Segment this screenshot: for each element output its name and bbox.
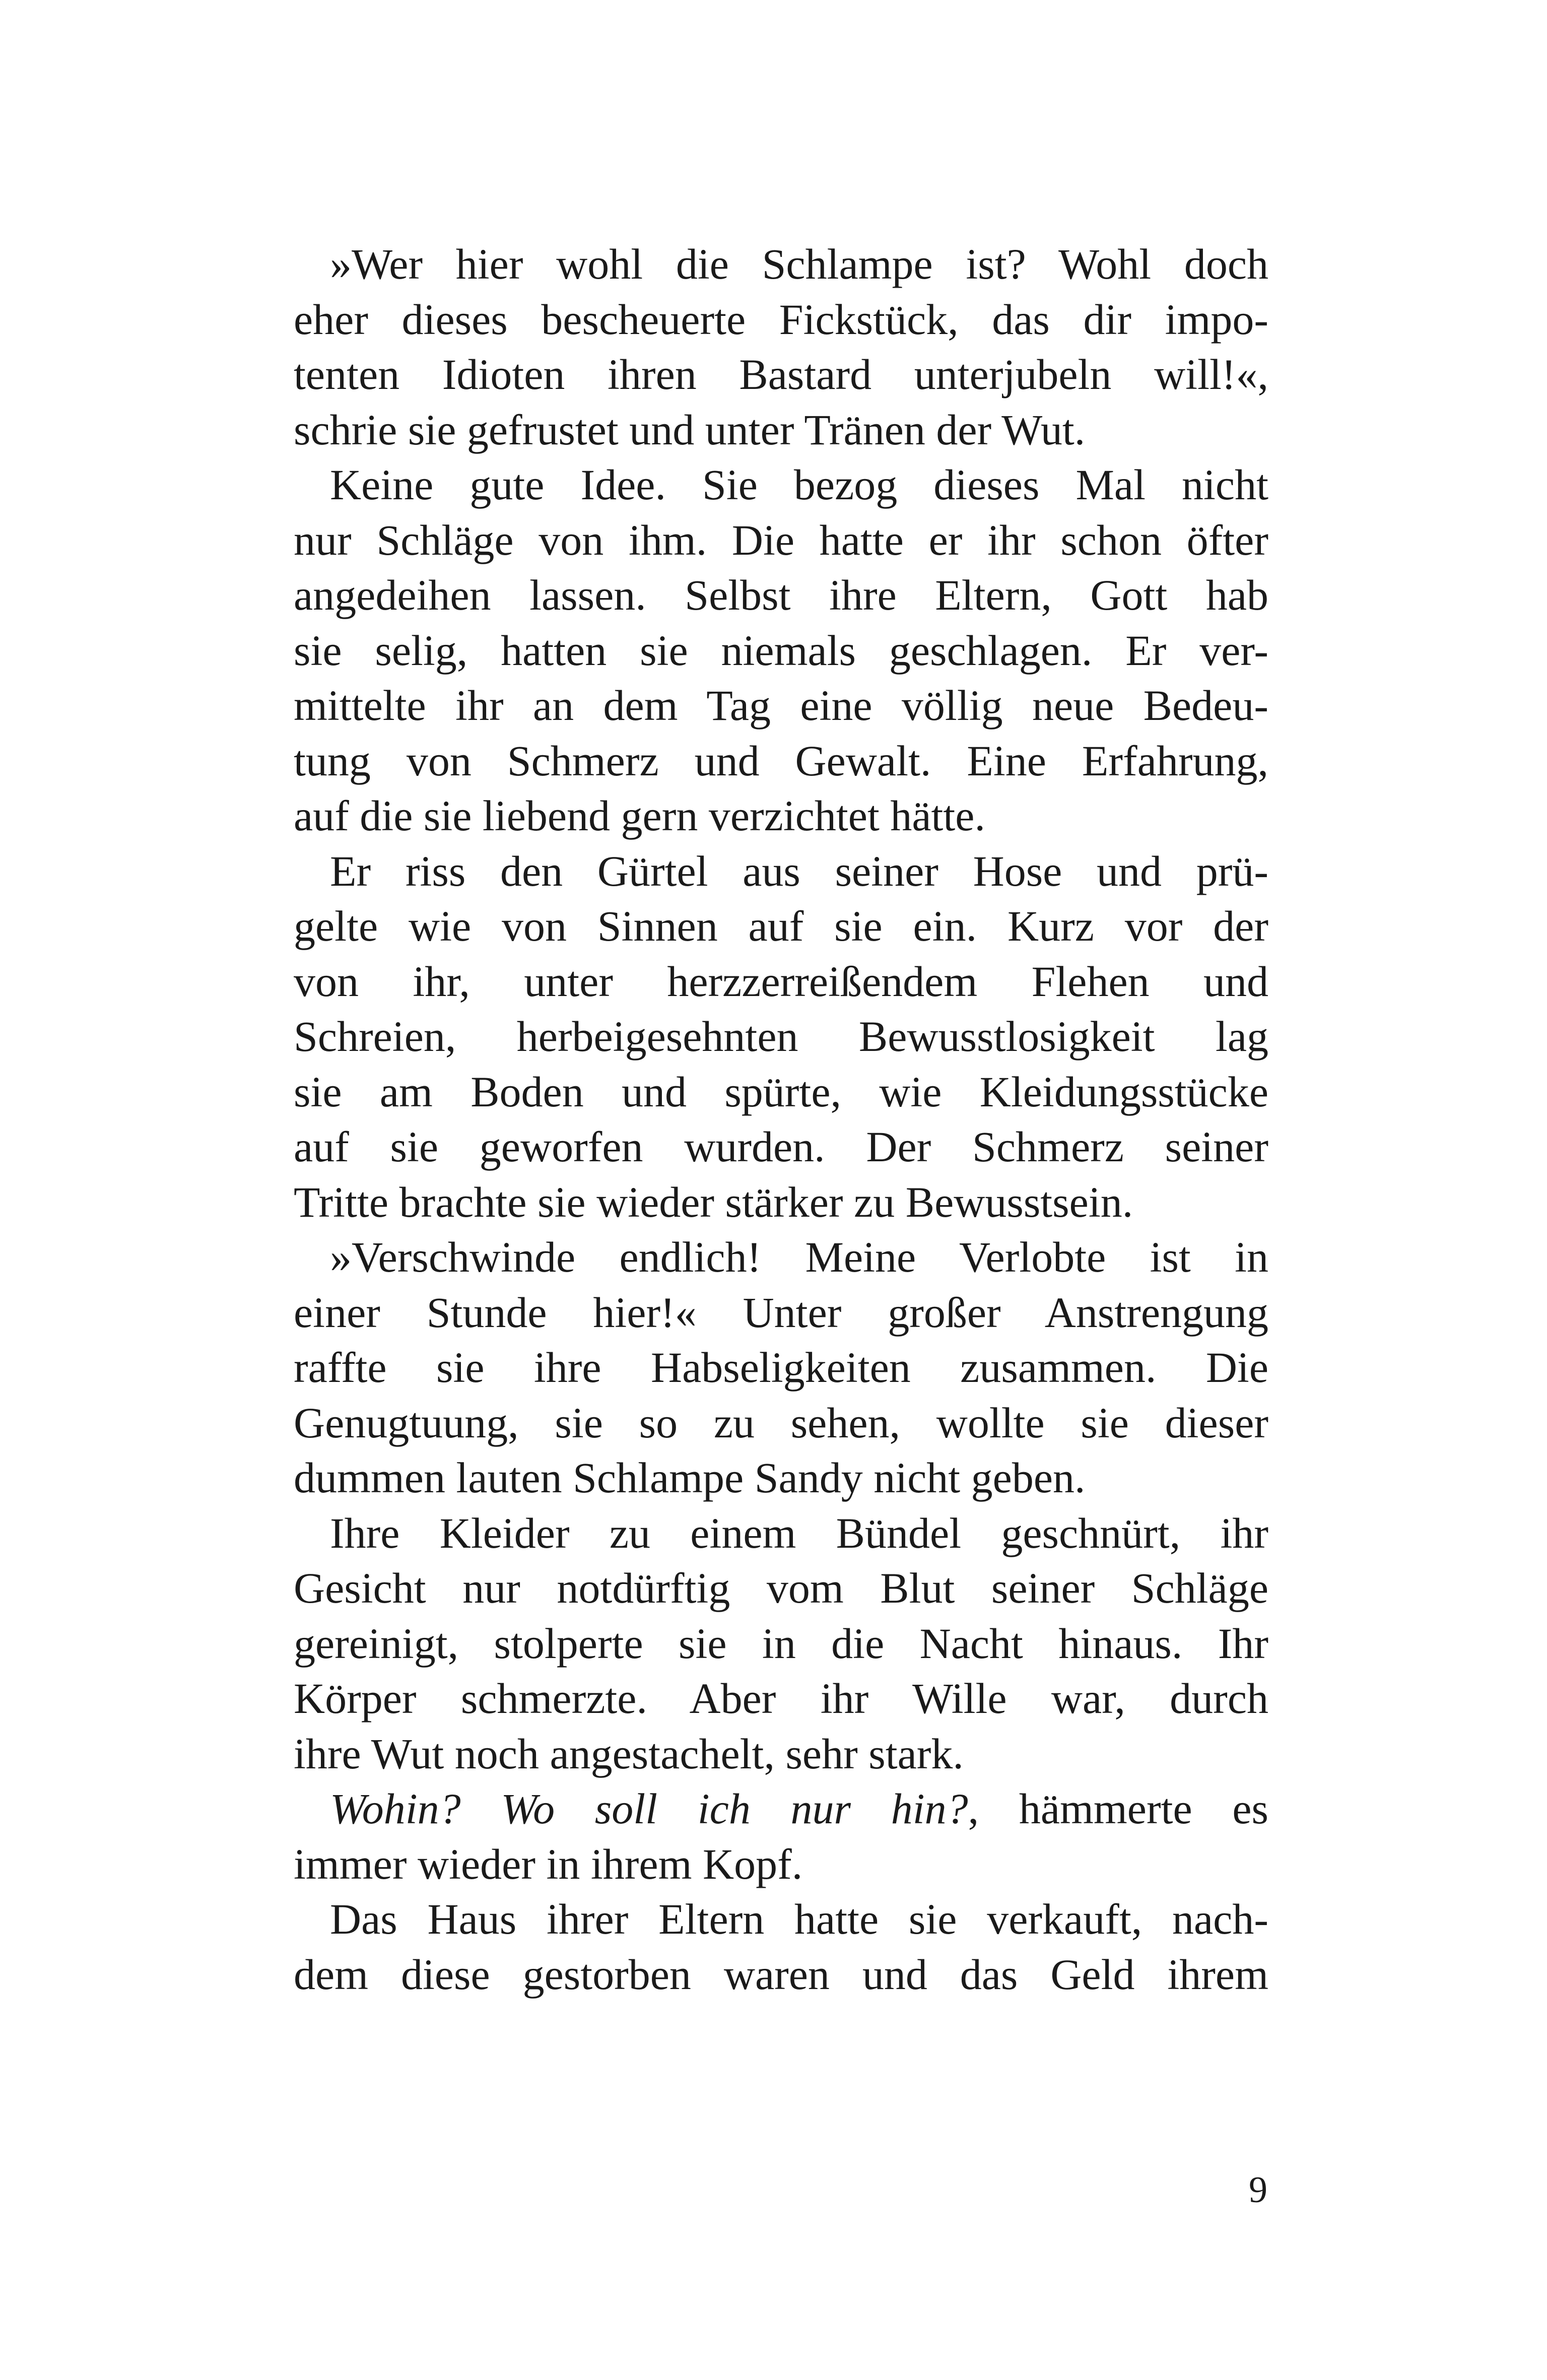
- text-line-rest: , hämmerte es: [968, 1784, 1268, 1833]
- text-line: immer wieder in ihrem Kopf.: [294, 1839, 803, 1888]
- text-line: raffte sie ihre Habseligkeiten zusammen. Die: [294, 1343, 1268, 1392]
- text-line: tung von Schmerz und Gewalt. Eine Erfahrung,: [294, 736, 1268, 785]
- text-line: mittelte ihr an dem Tag eine völlig neue Bedeu-: [294, 681, 1268, 730]
- paragraph: [294, 1230, 1268, 1506]
- text-line: Körper schmerzte. Aber ihr Wille war, durch: [294, 1674, 1268, 1723]
- paragraph: [294, 1781, 1268, 1892]
- text-line: nur Schläge von ihm. Die hatte er ihr schon öfter: [294, 515, 1268, 564]
- text-line: von ihr, unter herzzerreißendem Flehen und: [294, 957, 1268, 1006]
- text-line: eher dieses bescheuerte Fickstück, das dir impo-: [294, 295, 1268, 344]
- page-number: 9: [1249, 2169, 1267, 2211]
- text-line: gereinigt, stolperte sie in die Nacht hinaus. Ihr: [294, 1619, 1268, 1668]
- text-line: Ihre Kleider zu einem Bündel geschnürt, ihr: [330, 1508, 1268, 1557]
- paragraph: [294, 1892, 1268, 2002]
- text-line: dummen lauten Schlampe Sandy nicht geben.: [294, 1453, 1086, 1502]
- text-line: »Verschwinde endlich! Meine Verlobte ist in: [330, 1233, 1268, 1281]
- text-line: »Wer hier wohl die Schlampe ist? Wohl doch: [330, 240, 1268, 288]
- text-line: Er riss den Gürtel aus seiner Hose und prü-: [330, 846, 1268, 895]
- text-line: Schreien, herbeigesehnten Bewusstlosigkeit lag: [294, 1012, 1268, 1061]
- text-line: ihre Wut noch angestachelt, sehr stark.: [294, 1729, 964, 1778]
- text-line: Keine gute Idee. Sie bezog dieses Mal nicht: [330, 460, 1268, 509]
- paragraph: [294, 237, 1268, 457]
- text-line: Das Haus ihrer Eltern hatte sie verkauft, nach-: [330, 1895, 1268, 1943]
- text-line: auf die sie liebend gern verzichtet hätte.: [294, 791, 985, 840]
- text-line: tenten Idioten ihren Bastard unterjubeln will!«,: [294, 350, 1268, 399]
- text-line: angedeihen lassen. Selbst ihre Eltern, Gott hab: [294, 571, 1268, 619]
- text-line: sie selig, hatten sie niemals geschlagen. Er ver-: [294, 626, 1268, 675]
- text-line: Gesicht nur notdürftig vom Blut seiner Schläge: [294, 1564, 1268, 1612]
- text-line: Tritte brachte sie wieder stärker zu Bewusstsein.: [294, 1177, 1133, 1226]
- italic-thought: Wohin? Wo soll ich nur hin?: [330, 1784, 968, 1833]
- text-line: [294, 1781, 1268, 1837]
- text-line: einer Stunde hier!« Unter großer Anstrengung: [294, 1288, 1268, 1337]
- text-line: schrie sie gefrustet und unter Tränen der Wut.: [294, 405, 1086, 454]
- book-page-body: [294, 237, 1268, 2002]
- text-line: Genugtuung, sie so zu sehen, wollte sie dieser: [294, 1398, 1268, 1447]
- text-line: gelte wie von Sinnen auf sie ein. Kurz vor der: [294, 902, 1268, 950]
- text-line: auf sie geworfen wurden. Der Schmerz seiner: [294, 1122, 1268, 1171]
- text-line: dem diese gestorben waren und das Geld ihrem: [294, 1950, 1268, 1999]
- paragraph: [294, 844, 1268, 1230]
- text-line: sie am Boden und spürte, wie Kleidungsstücke: [294, 1067, 1268, 1116]
- paragraph: [294, 457, 1268, 844]
- paragraph: [294, 1506, 1268, 1782]
